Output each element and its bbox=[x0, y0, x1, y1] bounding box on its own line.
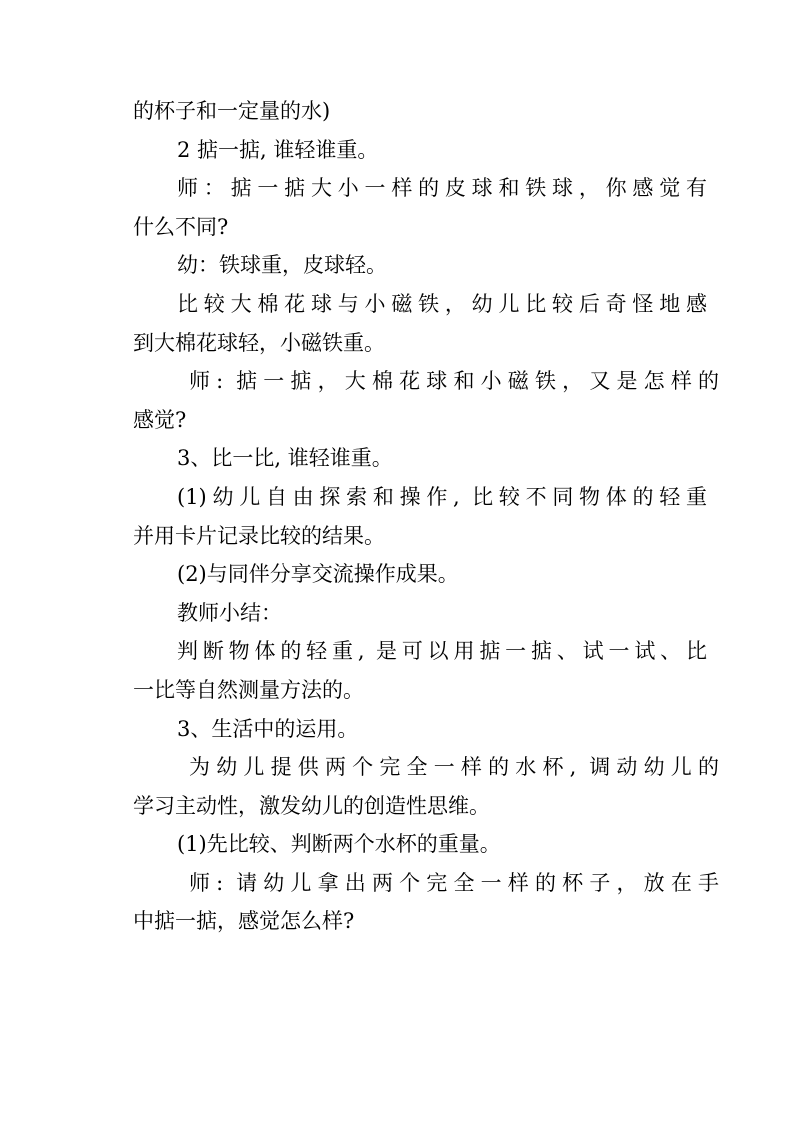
text-line: 教师小结： bbox=[177, 600, 282, 625]
text-line: 到大棉花球轻，小磁铁重。 bbox=[133, 330, 385, 355]
text-line: (1)先比较、判断两个水杯的重量。 bbox=[177, 832, 501, 857]
text-line: 2 掂一掂, 谁轻谁重。 bbox=[177, 137, 379, 162]
text-line: 学习主动性，激发幼儿的创造性思维。 bbox=[133, 793, 490, 818]
text-line: 并用卡片记录比较的结果。 bbox=[133, 523, 385, 548]
text-line: 3、生活中的运用。 bbox=[177, 716, 359, 741]
text-line: 3、比一比, 谁轻谁重。 bbox=[177, 446, 393, 471]
text-line: 判断物体的轻重, 是可以用掂一掂、试一试、比 bbox=[177, 639, 707, 664]
text-line: 师: 掂一掂，大棉花球和小磁铁，又是怎样的 bbox=[189, 369, 719, 394]
text-line: 感觉? bbox=[133, 407, 187, 432]
text-line: 师：掂一掂大小一样的皮球和铁球，你感觉有 bbox=[177, 176, 707, 201]
document-body bbox=[133, 92, 719, 941]
text-line: 什么不同? bbox=[133, 214, 229, 239]
text-line: (2)与同伴分享交流操作成果。 bbox=[177, 562, 459, 587]
text-line: 为幼儿提供两个完全一样的水杯, 调动幼儿的 bbox=[189, 755, 719, 780]
text-line: (1)幼儿自由探索和操作, 比较不同物体的轻重 bbox=[177, 484, 707, 509]
text-line: 中掂一掂，感觉怎么样? bbox=[133, 909, 355, 934]
text-line: 幼：铁球重，皮球轻。 bbox=[177, 253, 387, 278]
text-line: 一比等自然测量方法的。 bbox=[133, 677, 364, 702]
text-line: 师: 请幼儿拿出两个完全一样的杯子，放在手 bbox=[189, 870, 719, 895]
text-line: 比较大棉花球与小磁铁，幼儿比较后奇怪地感 bbox=[177, 291, 707, 316]
text-line: 的杯子和一定量的水) bbox=[133, 99, 331, 123]
